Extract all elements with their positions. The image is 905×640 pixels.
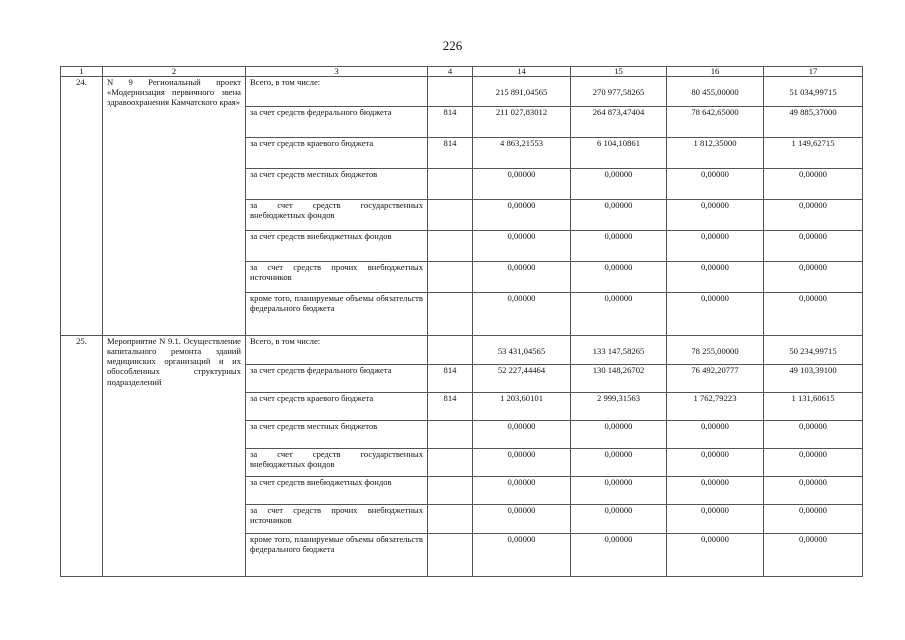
budget-code [428,449,473,477]
amount-cell: 49 103,39100 [764,365,863,393]
amount-cell: 76 492,20777 [667,365,764,393]
amount-cell: 49 885,37000 [764,107,863,138]
amount-cell: 0,00000 [667,449,764,477]
amount-cell: 0,00000 [473,505,571,534]
funding-source: за счет средств внебюджетных фондов [246,231,428,262]
column-number: 16 [667,67,764,77]
funding-source: за счет средств государственных внебюджетных фондов [246,449,428,477]
amount-cell: 0,00000 [764,421,863,449]
amount-cell: 211 027,83012 [473,107,571,138]
funding-source: за счет средств местных бюджетов [246,421,428,449]
amount-cell: 0,00000 [667,262,764,293]
amount-cell: 0,00000 [473,200,571,231]
budget-code [428,534,473,577]
funding-source: за счет средств прочих внебюджетных источников [246,505,428,534]
amount-cell: 264 873,47404 [571,107,667,138]
amount-cell: 0,00000 [667,169,764,200]
budget-code [428,200,473,231]
funding-source: за счет средств государственных внебюджетных фондов [246,200,428,231]
amount-cell: 0,00000 [473,449,571,477]
budget-code: 814 [428,393,473,421]
funding-source: за счет средств внебюджетных фондов [246,477,428,505]
column-number: 15 [571,67,667,77]
table-row [61,336,863,365]
budget-code [428,477,473,505]
funding-source: за счет средств местных бюджетов [246,169,428,200]
amount-cell: 0,00000 [764,262,863,293]
column-number: 17 [764,67,863,77]
amount-cell: 1 203,60101 [473,393,571,421]
budget-code [428,77,473,107]
budget-code [428,169,473,200]
amount-cell: 1 812,35000 [667,138,764,169]
amount-cell: 0,00000 [764,200,863,231]
amount-cell: 1 149,62715 [764,138,863,169]
amount-cell: 0,00000 [764,534,863,577]
amount-cell: 0,00000 [667,293,764,336]
budget-code [428,293,473,336]
column-number: 4 [428,67,473,77]
amount-cell: 270 977,58265 [571,77,667,107]
amount-cell: 133 147,58265 [571,336,667,365]
page-number: 226 [442,38,463,53]
funding-source: Всего, в том числе: [246,77,428,107]
amount-cell: 0,00000 [571,477,667,505]
amount-cell: 0,00000 [571,200,667,231]
funding-source: за счет средств краевого бюджета [246,138,428,169]
amount-cell: 0,00000 [764,477,863,505]
amount-cell: 51 034,99715 [764,77,863,107]
amount-cell: 0,00000 [571,449,667,477]
amount-cell: 50 234,99715 [764,336,863,365]
amount-cell: 0,00000 [571,505,667,534]
budget-code: 814 [428,138,473,169]
amount-cell: 0,00000 [667,421,764,449]
amount-cell: 0,00000 [764,449,863,477]
table-row [61,77,863,107]
amount-cell: 0,00000 [667,505,764,534]
amount-cell: 0,00000 [473,421,571,449]
row-index: 25. [61,336,103,577]
amount-cell: 1 131,60615 [764,393,863,421]
column-number: 3 [246,67,428,77]
project-name: N 9 Региональный проект «Модернизация первичного звена здравоохранения Камчатского края» [103,77,246,336]
amount-cell: 0,00000 [473,293,571,336]
budget-code [428,262,473,293]
funding-source: за счет средств прочих внебюджетных источников [246,262,428,293]
budget-code [428,505,473,534]
amount-cell: 0,00000 [667,477,764,505]
amount-cell: 0,00000 [764,505,863,534]
amount-cell: 0,00000 [667,231,764,262]
amount-cell: 0,00000 [667,200,764,231]
column-number-row [61,67,863,77]
amount-cell: 2 999,31563 [571,393,667,421]
amount-cell: 0,00000 [473,477,571,505]
amount-cell: 53 431,04565 [473,336,571,365]
budget-code: 814 [428,107,473,138]
amount-cell: 1 762,79223 [667,393,764,421]
column-number: 14 [473,67,571,77]
amount-cell: 0,00000 [571,262,667,293]
amount-cell: 130 148,26702 [571,365,667,393]
row-index: 24. [61,77,103,336]
funding-source: Всего, в том числе: [246,336,428,365]
amount-cell: 215 891,04565 [473,77,571,107]
amount-cell: 0,00000 [473,169,571,200]
amount-cell: 0,00000 [473,534,571,577]
amount-cell: 0,00000 [571,293,667,336]
funding-source: за счет средств федерального бюджета [246,107,428,138]
budget-code: 814 [428,365,473,393]
amount-cell: 0,00000 [571,534,667,577]
funding-source: кроме того, планируемые объемы обязательств федерального бюджета [246,534,428,577]
amount-cell: 78 255,00000 [667,336,764,365]
column-number: 1 [61,67,103,77]
amount-cell: 0,00000 [764,293,863,336]
funding-source: кроме того, планируемые объемы обязательств федерального бюджета [246,293,428,336]
amount-cell: 0,00000 [473,262,571,293]
amount-cell: 0,00000 [473,231,571,262]
amount-cell: 0,00000 [764,169,863,200]
budget-code [428,231,473,262]
budget-table [60,66,863,577]
funding-source: за счет средств краевого бюджета [246,393,428,421]
amount-cell: 80 455,00000 [667,77,764,107]
budget-code [428,421,473,449]
amount-cell: 0,00000 [764,231,863,262]
budget-code [428,336,473,365]
amount-cell: 4 863,21553 [473,138,571,169]
amount-cell: 78 642,65000 [667,107,764,138]
amount-cell: 6 104,10861 [571,138,667,169]
amount-cell: 0,00000 [571,231,667,262]
amount-cell: 0,00000 [667,534,764,577]
amount-cell: 0,00000 [571,421,667,449]
amount-cell: 0,00000 [571,169,667,200]
amount-cell: 52 227,44464 [473,365,571,393]
funding-source: за счет средств федерального бюджета [246,365,428,393]
project-name: Мероприятие N 9.1. Осуществление капитального ремонта зданий медицинских организаций и их обособленных структурных подразделений [103,336,246,577]
column-number: 2 [103,67,246,77]
